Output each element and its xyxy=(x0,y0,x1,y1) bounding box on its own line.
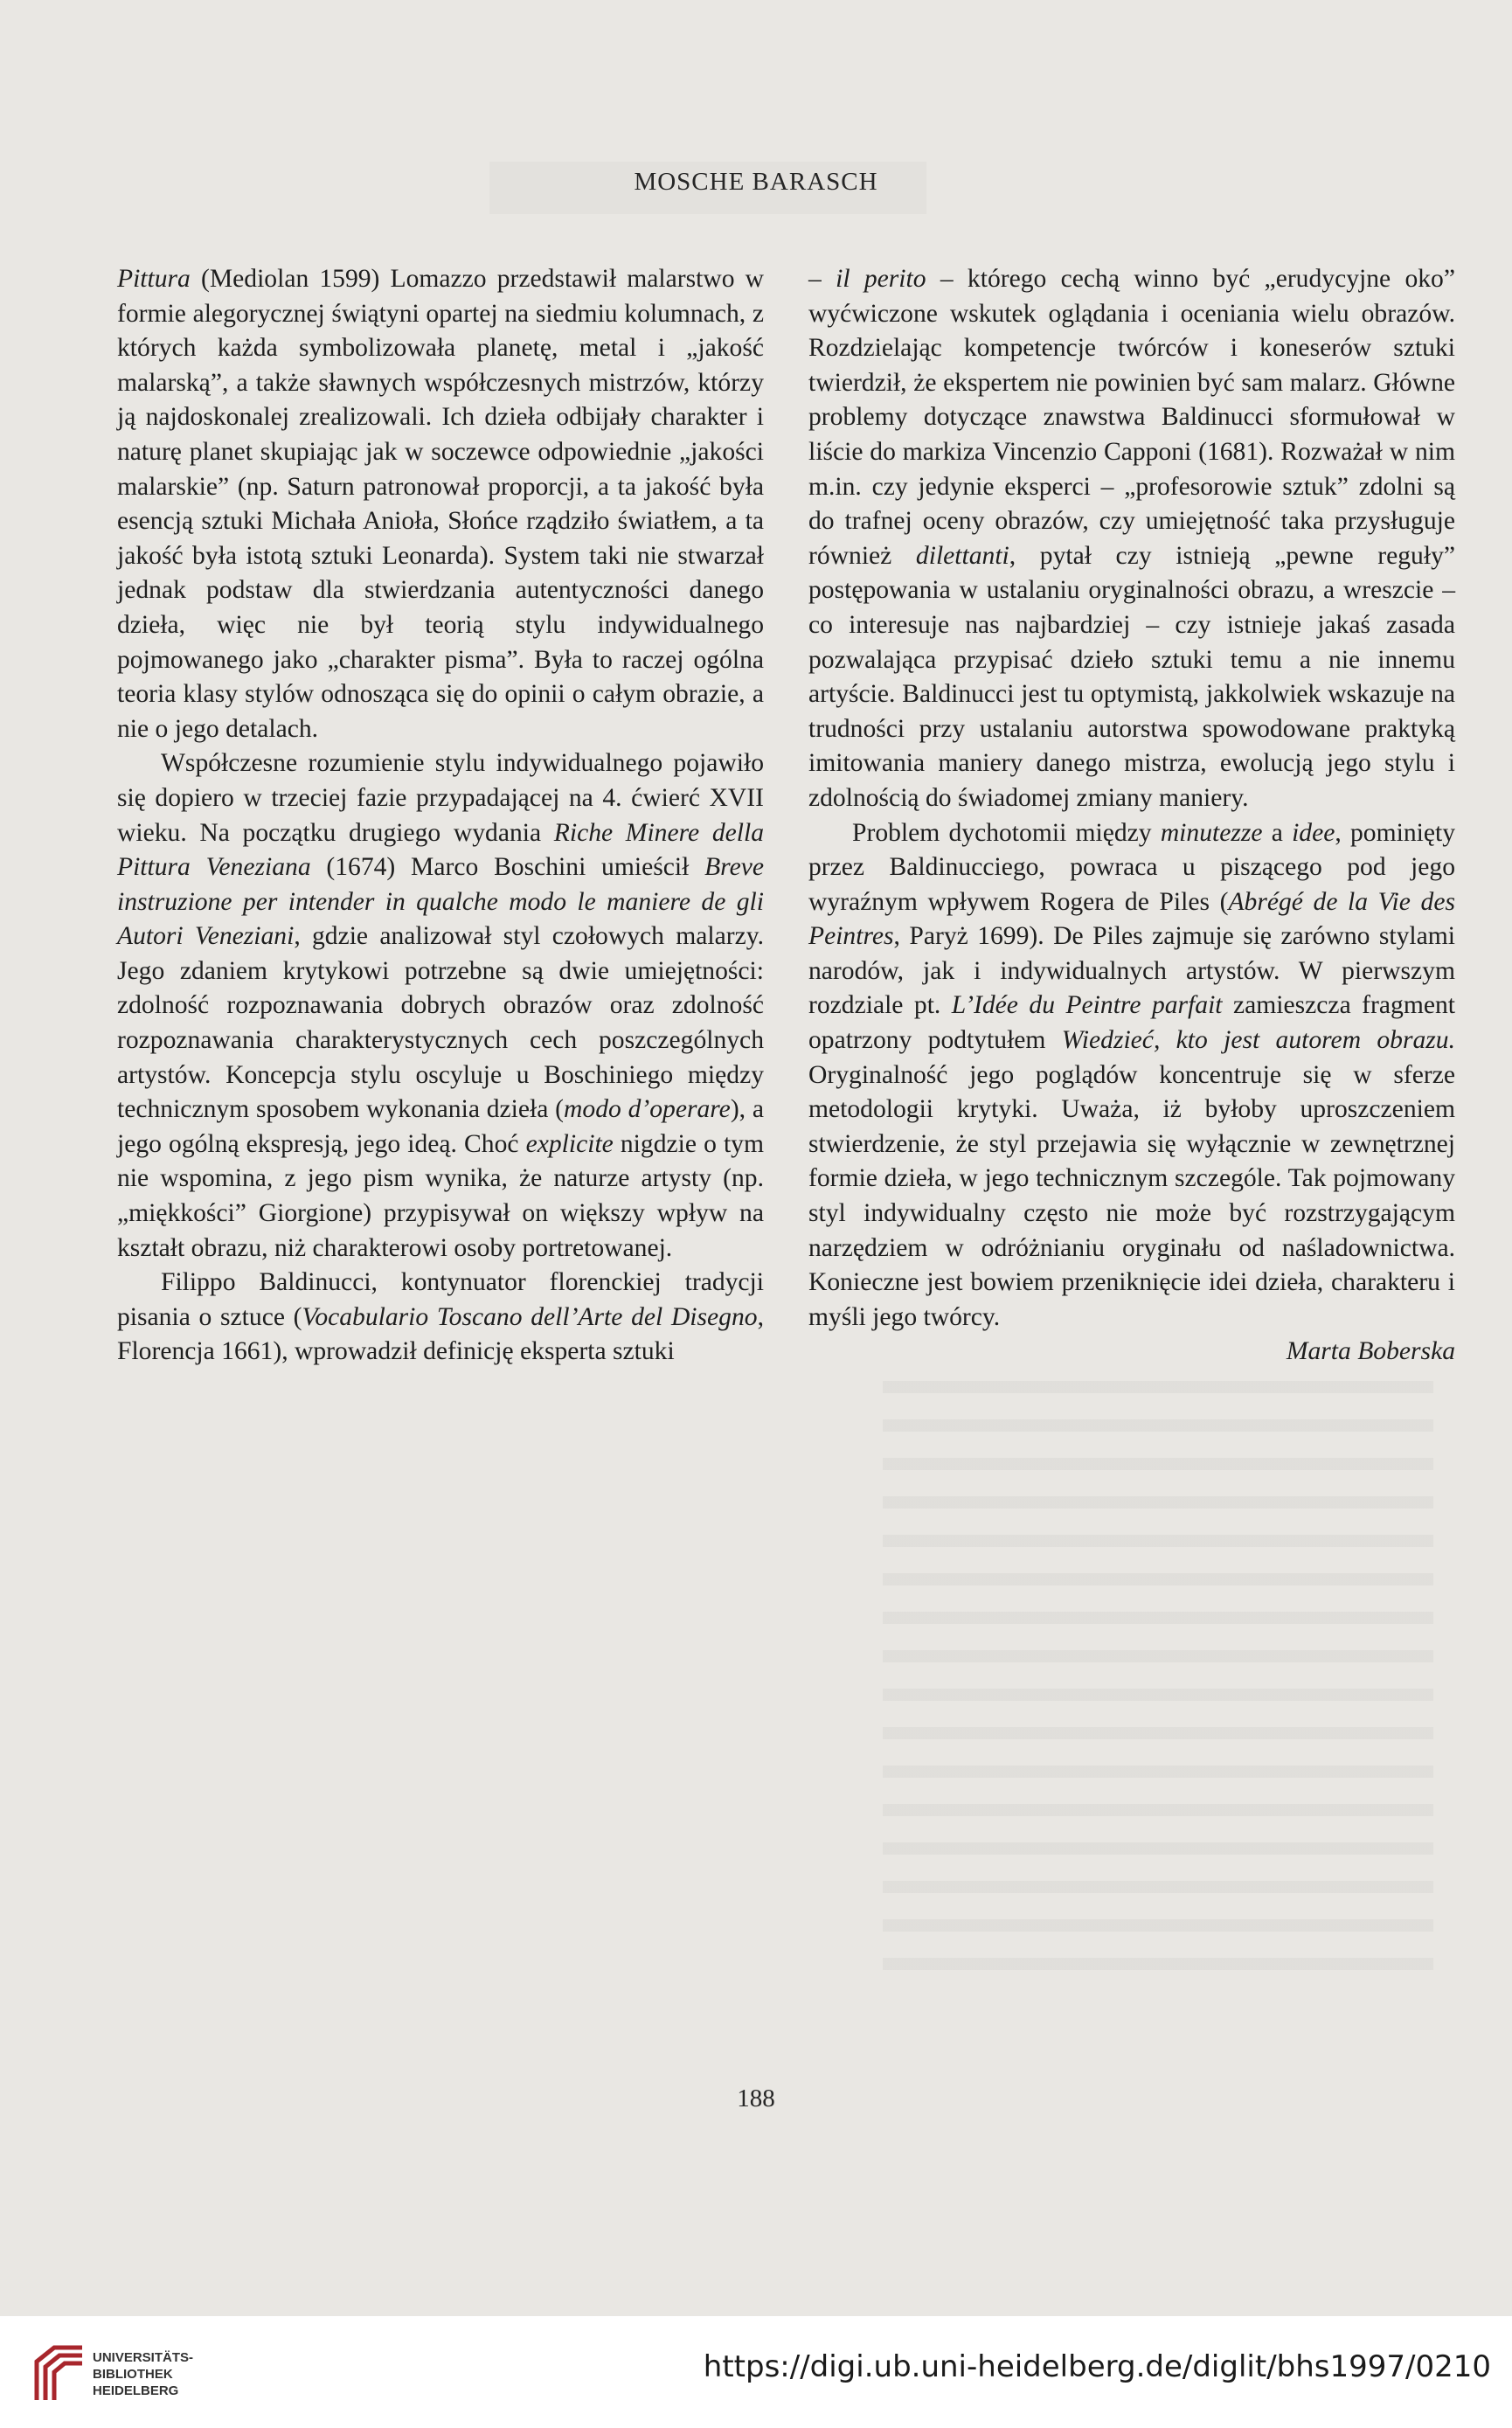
page-number: 188 xyxy=(737,2085,775,2112)
text-column-right xyxy=(808,262,1455,1370)
paragraph: Filippo Baldinucci, kontynuator florenckiej tradycji pisania o sztuce (Vocabulario Toscano dell’Arte del Disegno, Florencja 1661), wprowadził definicję eksperta sztuki xyxy=(117,1268,764,1366)
library-logo-icon xyxy=(31,2342,87,2405)
library-name: UNIVERSITÄTS- BIBLIOTHEK HEIDELBERG xyxy=(93,2350,194,2398)
author-signature: Marta Boberska xyxy=(1286,1337,1455,1366)
text-column-left xyxy=(117,262,764,1370)
source-url-link[interactable]: https://digi.ub.uni-heidelberg.de/diglit/bhs1997/0210 xyxy=(703,2349,1491,2384)
bleed-through-shadow xyxy=(883,1381,1433,1984)
footer-bar xyxy=(0,2316,1512,2428)
paragraph: Współczesne rozumienie stylu indywidualnego pojawiło się dopiero w trzeciej fazie przypadającej na 4. ćwierć XVII wieku. Na początku drugiego wydania Riche Minere della Pittura Veneziana (1674) Marco Boschini umieścił Breve instruzione per intender in qualche modo le maniere de gli Autori Veneziani, gdzie analizował styl czołowych malarzy. Jego zdaniem krytykowi potrzebne są dwie umiejętności: zdolność rozpoznawania dobrych obrazów oraz zdolność rozpoznawania charakterystycznych cech poszczególnych artystów. Koncepcja stylu oscyluje u Boschiniego między technicznym sposobem wykonania dzieła (modo d’operare), a jego ogólną ekspresją, jego ideą. Choć explicite nigdzie o tym nie wspomina, z jego pism wynika, że naturze artysty (np. „miękkości” Giorgione) przypisywał on większy wpływ na kształt obrazu, niż charakterowi osoby portretowanej. xyxy=(117,749,764,1262)
running-head: MOSCHE BARASCH xyxy=(634,168,878,196)
paragraph: – il perito – którego cechą winno być „erudycyjne oko” wyćwiczone wskutek oglądania i oceniania wielu obrazów. Rozdzielając kompetencje twórców i koneserów sztuki twierdził, że ekspertem nie powinien być sam malarz. Główne problemy dotyczące znawstwa Baldinucci sformułował w liście do markiza Vincenzio Capponi (1681). Rozważał w nim m.in. czy jedynie eksperci – „profesorowie sztuk” zdolni są do trafnej oceny obrazów, czy umiejętność taka przysługuje również dilettanti, pytał czy istnieją „pewne reguły” postępowania w ustalaniu oryginalności obrazu, a wreszcie – co interesuje nas najbardziej – czy istnieje jakaś zasada pozwalająca przypisać dzieło sztuki temu a nie innemu artyście. Baldinucci jest tu optymistą, jakkolwiek wskazuje na trudności przy ustalaniu autorstwa spowodowane praktyką imitowania maniery danego mistrza, ewolucją jego stylu i zdolnością do świadomej zmiany maniery. xyxy=(808,265,1455,812)
paragraph: Pittura (Mediolan 1599) Lomazzo przedstawił malarstwo w formie alegorycznej świątyni opartej na siedmiu kolumnach, z których każda symbolizowała planetę, metal i „jakość malarską”, a także sławnych współczesnych mistrzów, którzy ją najdoskonalej zrealizowali. Ich dzieła odbijały charakter i naturę planet skupiając jak w soczewce odpowiednie „jakości malarskie” (np. Saturn patronował proporcji, a ta jakość była esencją sztuki Michała Anioła, Słońce rządziło światłem, a ta jakość była istotą sztuki Leonarda). System taki nie stwarzał jednak podstaw dla stwierdzania autentyczności danego dzieła, więc nie był teorią stylu indywidualnego pojmowanego jako „charakter pisma”. Była to raczej ogólna teoria klasy stylów odnosząca się do opinii o całym obrazie, a nie o jego detalach. xyxy=(117,265,764,743)
paragraph: Problem dychotomii między minutezze a idee, pominięty przez Baldinucciego, powraca u piszącego pod jego wyraźnym wpływem Rogera de Piles (Abrégé de la Vie des Peintres, Paryż 1699). De Piles zajmuje się zarówno stylami narodów, jak i indywidualnych artystów. W pierwszym rozdziale pt. L’Idée du Peintre parfait zamieszcza fragment opatrzony podtytułem Wiedzieć, kto jest autorem obrazu. Oryginalność jego poglądów koncentruje się w sferze metodologii krytyki. Uważa, iż byłoby uproszczeniem stwierdzenie, że styl przejawia się wyłącznie w zewnętrznej formie dzieła, w jego technicznym szczególe. Tak pojmowany styl indywidualny często nie może być rozstrzygającym narzędziem w odróżnianiu oryginału od naśladownictwa. Konieczne jest bowiem przeniknięcie idei dzieła, charakteru i myśli jego twórcy. xyxy=(808,818,1455,1331)
